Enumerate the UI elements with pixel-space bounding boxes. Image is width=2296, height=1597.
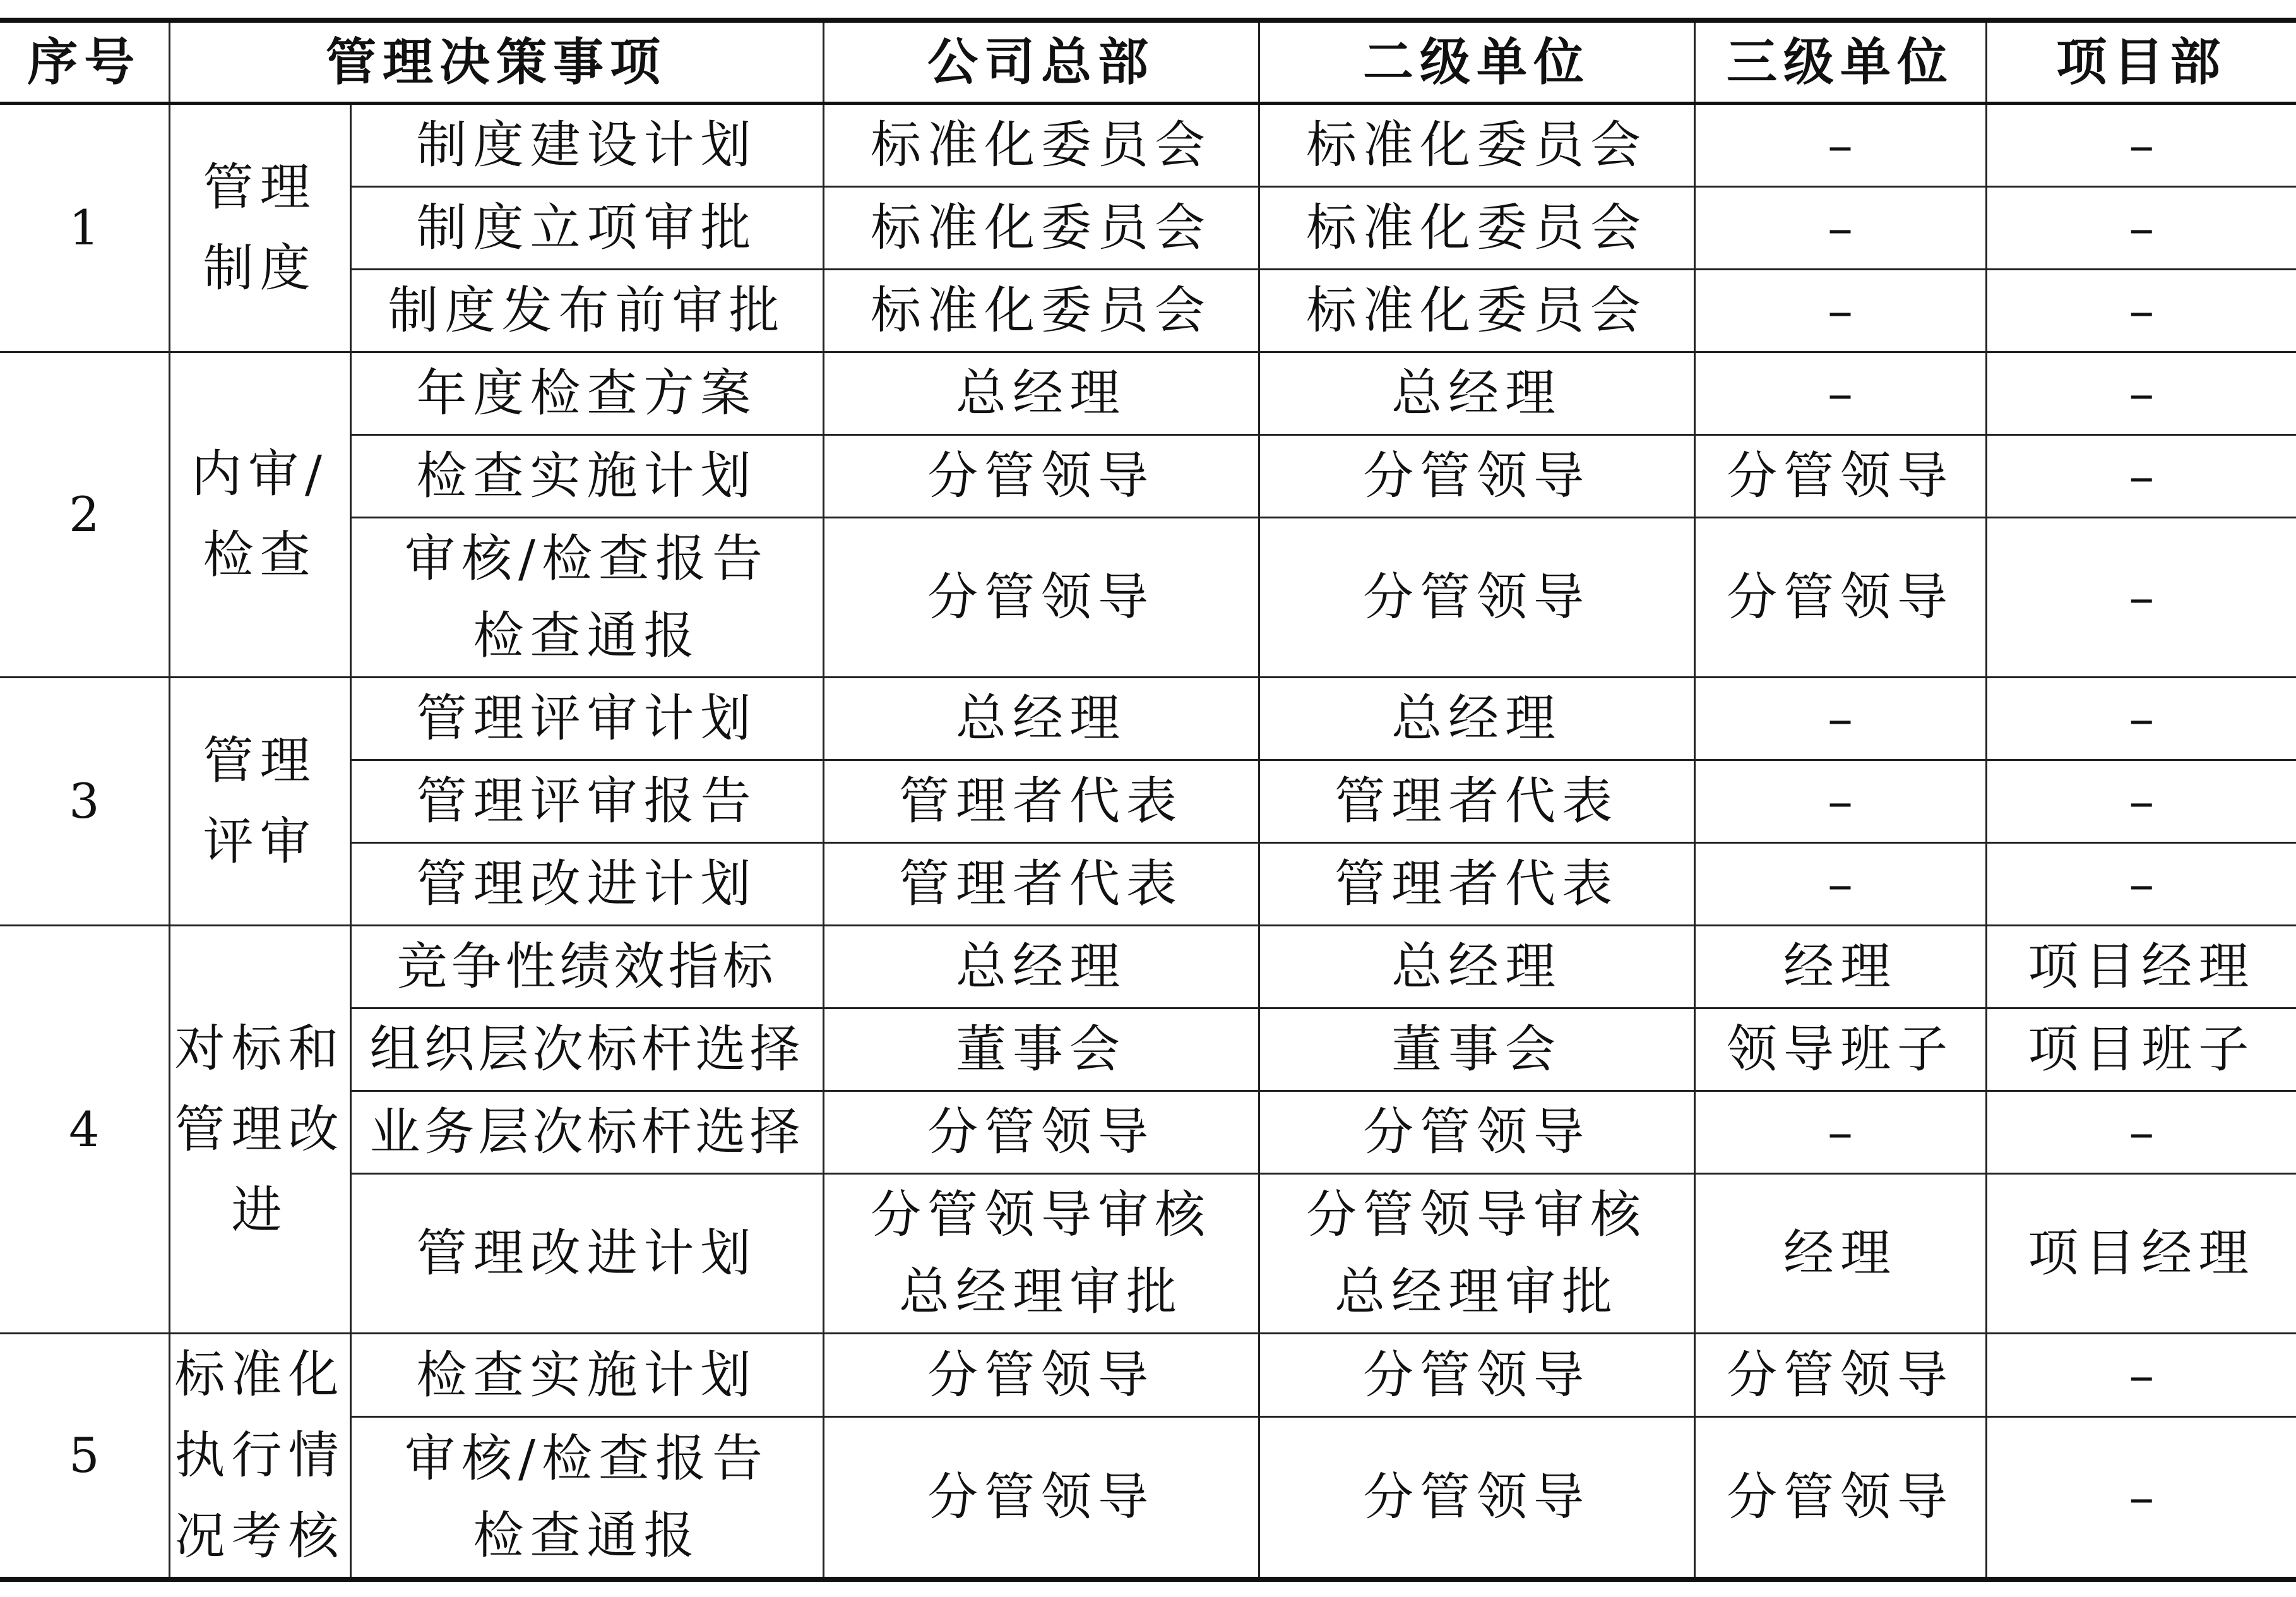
second-level-authority: 管理者代表: [1259, 843, 1694, 926]
decision-item: 制度立项审批: [350, 187, 823, 270]
hq-authority: 标准化委员会: [823, 270, 1259, 352]
seq-number: 3: [0, 678, 169, 926]
second-level-authority: 分管领导: [1259, 1417, 1694, 1579]
table-row: [0, 104, 2296, 187]
header-third-level-unit: 三级单位: [1694, 20, 1986, 104]
project-authority: –: [1986, 270, 2296, 352]
second-level-authority: 分管领导: [1259, 1334, 1694, 1417]
project-authority: –: [1986, 352, 2296, 435]
decision-item: 审核/检查报告 检查通报: [350, 1417, 823, 1579]
project-authority: –: [1986, 435, 2296, 518]
decision-item: 组织层次标杆选择: [350, 1008, 823, 1091]
decision-item: 管理评审报告: [350, 760, 823, 843]
second-level-authority: 分管领导: [1259, 518, 1694, 678]
hq-authority: 管理者代表: [823, 843, 1259, 926]
decision-item: 审核/检查报告 检查通报: [350, 518, 823, 678]
hq-authority: 总经理: [823, 926, 1259, 1008]
header-project-department: 项目部: [1986, 20, 2296, 104]
category-label: 对标和 管理改 进: [169, 926, 350, 1334]
second-level-authority: 标准化委员会: [1259, 270, 1694, 352]
hq-authority: 分管领导: [823, 1091, 1259, 1174]
project-authority: –: [1986, 518, 2296, 678]
hq-authority: 总经理: [823, 352, 1259, 435]
hq-authority: 总经理: [823, 678, 1259, 760]
category-label: 内审/ 检查: [169, 352, 350, 678]
project-authority: –: [1986, 1417, 2296, 1579]
seq-number: 2: [0, 352, 169, 678]
decision-item: 竞争性绩效指标: [350, 926, 823, 1008]
project-authority: –: [1986, 1334, 2296, 1417]
header-row: [0, 20, 2296, 104]
decision-item: 业务层次标杆选择: [350, 1091, 823, 1174]
project-authority: –: [1986, 760, 2296, 843]
table-row: [0, 926, 2296, 1008]
second-level-authority: 总经理: [1259, 926, 1694, 1008]
seq-number: 1: [0, 104, 169, 352]
third-level-authority: –: [1694, 843, 1986, 926]
hq-authority: 分管领导: [823, 435, 1259, 518]
third-level-authority: 分管领导: [1694, 435, 1986, 518]
decision-item: 制度建设计划: [350, 104, 823, 187]
project-authority: –: [1986, 678, 2296, 760]
project-authority: 项目班子: [1986, 1008, 2296, 1091]
category-label: 标准化 执行情 况考核: [169, 1334, 350, 1580]
project-authority: 项目经理: [1986, 1174, 2296, 1334]
project-authority: –: [1986, 843, 2296, 926]
third-level-authority: 经理: [1694, 926, 1986, 1008]
second-level-authority: 总经理: [1259, 678, 1694, 760]
hq-authority: 标准化委员会: [823, 187, 1259, 270]
hq-authority: 管理者代表: [823, 760, 1259, 843]
third-level-authority: –: [1694, 352, 1986, 435]
project-authority: 项目经理: [1986, 926, 2296, 1008]
seq-number: 4: [0, 926, 169, 1334]
second-level-authority: 分管领导审核 总经理审批: [1259, 1174, 1694, 1334]
third-level-authority: 经理: [1694, 1174, 1986, 1334]
table-row: [0, 352, 2296, 435]
table-row: [0, 678, 2296, 760]
header-company-hq: 公司总部: [823, 20, 1259, 104]
header-decision-item: 管理决策事项: [169, 20, 823, 104]
second-level-authority: 管理者代表: [1259, 760, 1694, 843]
third-level-authority: –: [1694, 678, 1986, 760]
decision-authority-table: [0, 18, 2296, 1582]
second-level-authority: 标准化委员会: [1259, 187, 1694, 270]
hq-authority: 标准化委员会: [823, 104, 1259, 187]
category-label: 管理 评审: [169, 678, 350, 926]
third-level-authority: 分管领导: [1694, 1417, 1986, 1579]
hq-authority: 董事会: [823, 1008, 1259, 1091]
decision-item: 检查实施计划: [350, 435, 823, 518]
hq-authority: 分管领导审核 总经理审批: [823, 1174, 1259, 1334]
decision-item: 年度检查方案: [350, 352, 823, 435]
second-level-authority: 董事会: [1259, 1008, 1694, 1091]
project-authority: –: [1986, 1091, 2296, 1174]
project-authority: –: [1986, 104, 2296, 187]
second-level-authority: 分管领导: [1259, 1091, 1694, 1174]
hq-authority: 分管领导: [823, 1417, 1259, 1579]
category-label: 管理 制度: [169, 104, 350, 352]
third-level-authority: 领导班子: [1694, 1008, 1986, 1091]
header-seq: 序号: [0, 20, 169, 104]
third-level-authority: –: [1694, 760, 1986, 843]
third-level-authority: 分管领导: [1694, 518, 1986, 678]
third-level-authority: 分管领导: [1694, 1334, 1986, 1417]
third-level-authority: –: [1694, 1091, 1986, 1174]
hq-authority: 分管领导: [823, 1334, 1259, 1417]
seq-number: 5: [0, 1334, 169, 1580]
decision-item: 管理评审计划: [350, 678, 823, 760]
decision-item: 检查实施计划: [350, 1334, 823, 1417]
decision-item: 制度发布前审批: [350, 270, 823, 352]
third-level-authority: –: [1694, 270, 1986, 352]
third-level-authority: –: [1694, 104, 1986, 187]
second-level-authority: 总经理: [1259, 352, 1694, 435]
second-level-authority: 分管领导: [1259, 435, 1694, 518]
header-second-level-unit: 二级单位: [1259, 20, 1694, 104]
second-level-authority: 标准化委员会: [1259, 104, 1694, 187]
decision-item: 管理改进计划: [350, 843, 823, 926]
third-level-authority: –: [1694, 187, 1986, 270]
project-authority: –: [1986, 187, 2296, 270]
table-row: [0, 1334, 2296, 1417]
decision-item: 管理改进计划: [350, 1174, 823, 1334]
hq-authority: 分管领导: [823, 518, 1259, 678]
